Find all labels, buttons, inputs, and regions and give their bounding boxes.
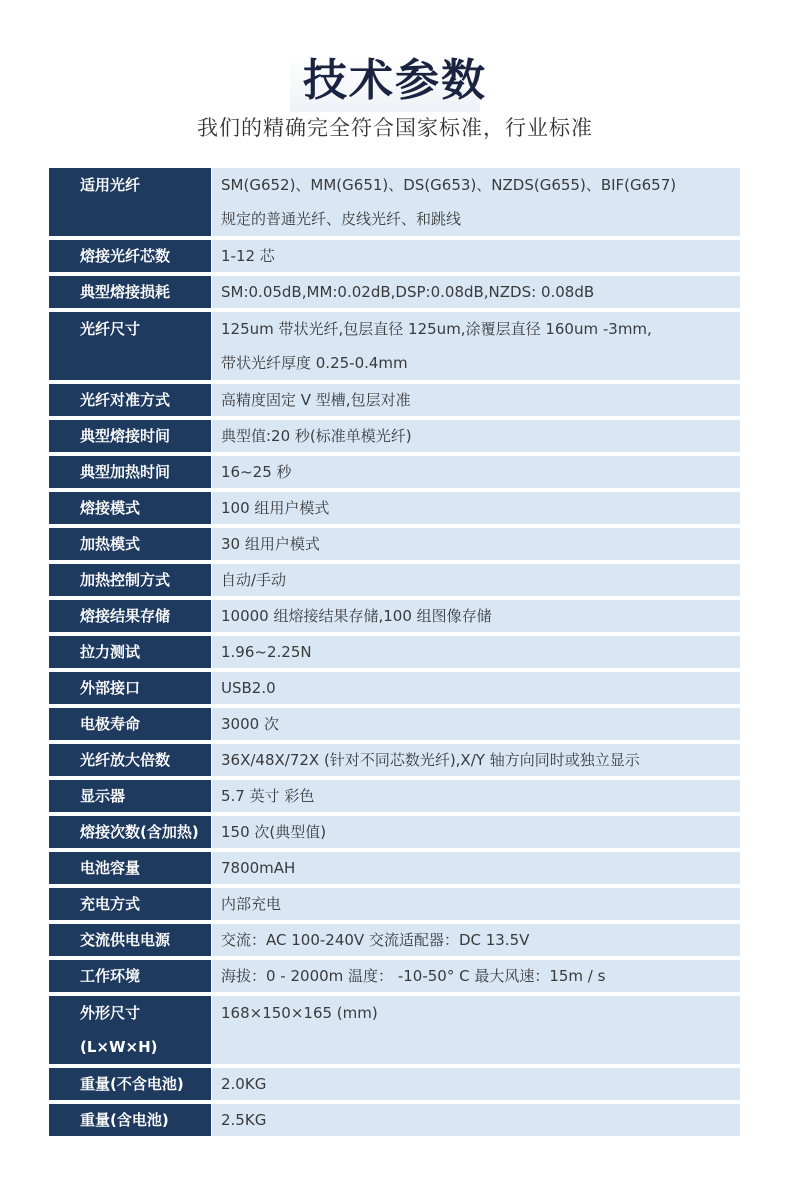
spec-label: 熔接光纤芯数 — [80, 247, 171, 265]
spec-label-cell — [49, 456, 211, 488]
spec-label-cell — [49, 528, 211, 560]
spec-value-cell — [212, 744, 740, 776]
spec-label-cell — [49, 168, 211, 236]
spec-label-cell — [49, 924, 211, 956]
spec-label: 光纤对准方式 — [80, 391, 171, 409]
spec-value: 7800mAH — [221, 859, 296, 877]
spec-value: 1-12 芯 — [221, 247, 275, 265]
spec-value-cell — [212, 888, 740, 920]
spec-value-cell — [212, 960, 740, 992]
spec-label: 工作环境 — [80, 967, 141, 985]
spec-value: 海拔：0 - 2000m 温度： -10-50° C 最大风速：15m / s — [221, 967, 606, 985]
spec-value-cell — [212, 672, 740, 704]
spec-row — [49, 636, 740, 668]
spec-table — [49, 168, 740, 1140]
spec-value: 1.96~2.25N — [221, 643, 312, 661]
spec-value-cell — [212, 528, 740, 560]
spec-value: 16~25 秒 — [221, 463, 292, 481]
spec-value: SM(G652)、MM(G651)、DS(G653)、NZDS(G655)、BIF(G657) — [221, 176, 677, 194]
spec-value: 100 组用户模式 — [221, 499, 330, 517]
spec-value-cell — [212, 708, 740, 740]
spec-row — [49, 276, 740, 308]
spec-label-cell — [49, 888, 211, 920]
spec-value-cell — [212, 996, 740, 1064]
spec-label: 加热控制方式 — [80, 571, 171, 589]
spec-value: SM:0.05dB,MM:0.02dB,DSP:0.08dB,NZDS: 0.08dB — [221, 283, 595, 301]
spec-value-cell — [212, 492, 740, 524]
spec-value: 自动/手动 — [221, 571, 287, 589]
spec-value-cell — [212, 420, 740, 452]
title-section — [0, 46, 790, 116]
spec-value: 内部充电 — [221, 895, 282, 913]
spec-label-cell — [49, 996, 211, 1064]
page-title: 技术参数 — [303, 55, 487, 106]
spec-row — [49, 1104, 740, 1136]
spec-row — [49, 312, 740, 380]
spec-value: 30 组用户模式 — [221, 535, 320, 553]
spec-row — [49, 168, 740, 236]
spec-row — [49, 492, 740, 524]
spec-value: USB2.0 — [221, 679, 276, 697]
spec-row — [49, 780, 740, 812]
spec-label-cell — [49, 600, 211, 632]
spec-value-cell — [212, 636, 740, 668]
spec-label: 典型熔接时间 — [80, 427, 171, 445]
spec-label-cell — [49, 1104, 211, 1136]
spec-value: 168×150×165 (mm) — [221, 1004, 378, 1022]
spec-value: 36X/48X/72X (针对不同芯数光纤),X/Y 轴方向同时或独立显示 — [221, 751, 640, 769]
spec-row — [49, 924, 740, 956]
spec-label: 电池容量 — [80, 859, 141, 877]
spec-value-cell — [212, 816, 740, 848]
spec-label-cell — [49, 744, 211, 776]
page-subtitle: 我们的精确完全符合国家标准，行业标准 — [197, 116, 593, 140]
spec-row — [49, 852, 740, 884]
spec-value-cell — [212, 564, 740, 596]
spec-label: 外形尺寸 — [80, 1004, 141, 1022]
spec-row — [49, 708, 740, 740]
spec-value: 125um 带状光纤,包层直径 125um,涂覆层直径 160um -3mm, — [221, 320, 652, 338]
spec-label: (L×W×H) — [80, 1038, 158, 1056]
spec-row — [49, 456, 740, 488]
spec-label: 显示器 — [80, 787, 126, 805]
spec-label-cell — [49, 672, 211, 704]
spec-label-cell — [49, 708, 211, 740]
spec-label-cell — [49, 312, 211, 380]
spec-label: 外部接口 — [80, 679, 141, 697]
spec-row — [49, 996, 740, 1064]
spec-value: 3000 次 — [221, 715, 279, 733]
spec-label-cell — [49, 564, 211, 596]
spec-label: 典型熔接损耗 — [80, 283, 171, 301]
spec-row — [49, 888, 740, 920]
spec-value-cell — [212, 312, 740, 380]
spec-value-cell — [212, 1068, 740, 1100]
spec-label: 交流供电电源 — [80, 931, 171, 949]
spec-value-cell — [212, 924, 740, 956]
spec-label-cell — [49, 636, 211, 668]
spec-label-cell — [49, 816, 211, 848]
spec-row — [49, 384, 740, 416]
spec-row — [49, 744, 740, 776]
spec-value: 10000 组熔接结果存储,100 组图像存储 — [221, 607, 492, 625]
spec-value-cell — [212, 456, 740, 488]
spec-label: 重量(不含电池) — [80, 1075, 184, 1093]
spec-label: 典型加热时间 — [80, 463, 171, 481]
spec-value: 规定的普通光纤、皮线光纤、和跳线 — [221, 210, 462, 228]
spec-value: 2.0KG — [221, 1075, 267, 1093]
spec-value: 高精度固定 V 型槽,包层对准 — [221, 391, 411, 409]
spec-row — [49, 564, 740, 596]
spec-label: 熔接次数(含加热) — [80, 823, 199, 841]
spec-value-cell — [212, 852, 740, 884]
spec-value-cell — [212, 600, 740, 632]
spec-label: 光纤放大倍数 — [80, 751, 171, 769]
spec-value: 2.5KG — [221, 1111, 267, 1129]
spec-value-cell — [212, 276, 740, 308]
spec-value: 5.7 英寸 彩色 — [221, 787, 315, 805]
spec-label-cell — [49, 1068, 211, 1100]
spec-row — [49, 240, 740, 272]
spec-label-cell — [49, 852, 211, 884]
spec-label: 加热模式 — [80, 535, 141, 553]
spec-label-cell — [49, 240, 211, 272]
spec-row — [49, 960, 740, 992]
spec-label-cell — [49, 492, 211, 524]
spec-value-cell — [212, 168, 740, 236]
spec-label-cell — [49, 960, 211, 992]
spec-row — [49, 528, 740, 560]
spec-value-cell — [212, 384, 740, 416]
spec-row — [49, 600, 740, 632]
spec-value: 典型值:20 秒(标准单模光纤) — [221, 427, 412, 445]
spec-value-cell — [212, 780, 740, 812]
spec-value: 带状光纤厚度 0.25-0.4mm — [221, 354, 408, 372]
spec-value: 150 次(典型值) — [221, 823, 327, 841]
spec-label-cell — [49, 384, 211, 416]
spec-row — [49, 816, 740, 848]
spec-label: 充电方式 — [80, 895, 141, 913]
spec-label: 电极寿命 — [80, 715, 141, 733]
spec-row — [49, 420, 740, 452]
spec-row — [49, 672, 740, 704]
spec-label: 适用光纤 — [80, 176, 141, 194]
spec-label: 拉力测试 — [80, 643, 141, 661]
spec-value-cell — [212, 240, 740, 272]
spec-label-cell — [49, 276, 211, 308]
spec-label: 熔接结果存储 — [80, 607, 171, 625]
spec-row — [49, 1068, 740, 1100]
spec-label: 光纤尺寸 — [80, 320, 141, 338]
spec-value: 交流：AC 100-240V 交流适配器：DC 13.5V — [221, 931, 530, 949]
spec-value-cell — [212, 1104, 740, 1136]
spec-label: 熔接模式 — [80, 499, 141, 517]
spec-label: 重量(含电池) — [80, 1111, 169, 1129]
spec-label-cell — [49, 420, 211, 452]
spec-label-cell — [49, 780, 211, 812]
